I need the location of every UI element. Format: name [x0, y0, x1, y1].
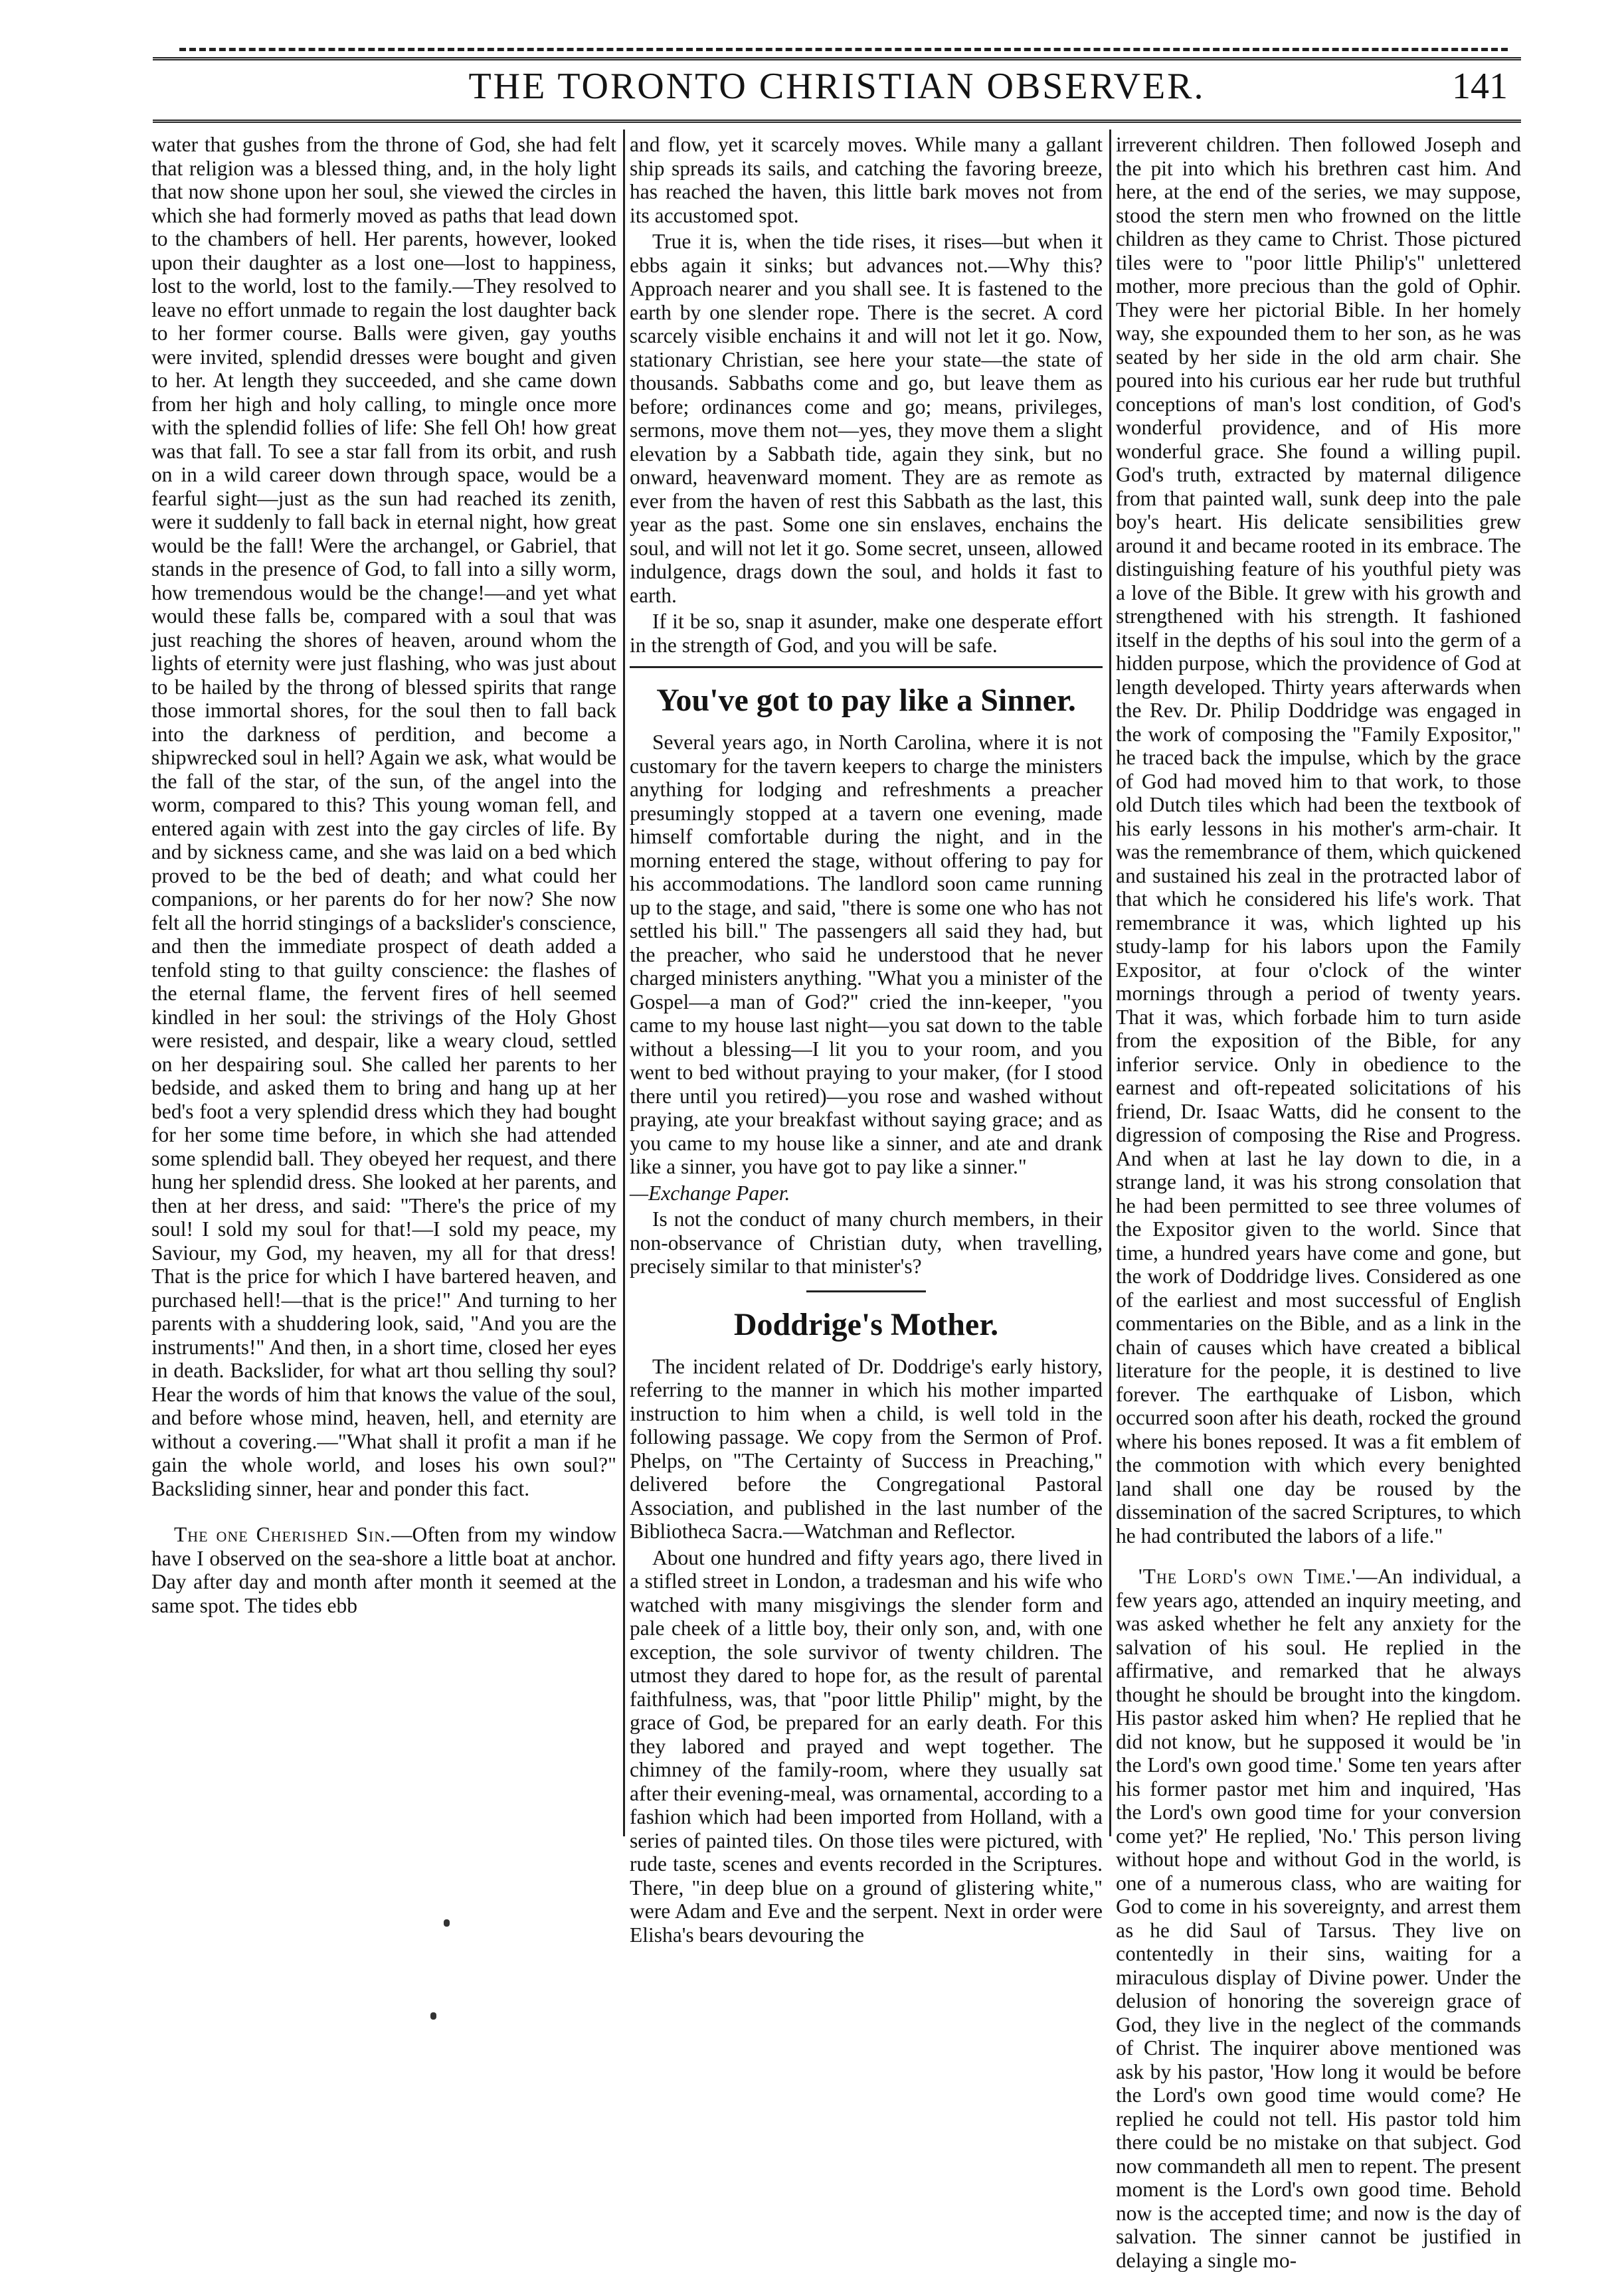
- section-rule: [630, 666, 1103, 668]
- lords-time-heading: 'The Lord's own Time.': [1138, 1565, 1356, 1588]
- sinner-article-heading: You've got to pay like a Sinner.: [656, 683, 1076, 718]
- cherished-sin-paragraph: [151, 1523, 616, 1617]
- sinner-article-source: —Exchange Paper.: [630, 1181, 790, 1205]
- column-2: [630, 133, 1103, 1947]
- anchor-continued-p1: and flow, yet it scarcely moves. While many a gallant ship spreads its sails, and catching the favoring breeze, has reached the haven, this little bark moves not from its accustomed spot.: [630, 133, 1103, 227]
- masthead: [153, 65, 1521, 118]
- doddridge-article-heading: Doddrige's Mother.: [733, 1306, 999, 1342]
- column-divider-left: [623, 130, 625, 1836]
- page-number: 141: [1452, 66, 1508, 107]
- anchor-continued-p2: True it is, when the tide rises, it rises—but when it ebbs again it sinks; but advances not.—Why this? Approach nearer and you shall see. It is fastened to the earth by one slender rope. There is the secret. A cord scarcely visible enchains it and will not let it go. Now, stationary Christian, see here your state—the state of thousands. Sabbaths come and go, but leave them as before; ordinances come and go; means, privileges, sermons, move them not—yes, they move them a slight elevation by a Sabbath tide, again they sink, but no onward, heavenward moment. They are as remote as ever from the haven of rest this Sabbath as the last, this year as the past. Some one sin enslaves, enchains the soul, and will not let it go. Some secret, unseen, allowed indulgence, drags down the soul, and holds it fast to earth.: [630, 230, 1103, 607]
- doddridge-story-start: About one hundred and fifty years ago, there lived in a stifled street in London, a tradesman and his wife who watched with many misgivings the slender form and pale cheek of a little boy, their only son, and, with one exception, the sole survivor of twenty children. The utmost they dared to hope for, as the result of parental faithfulness, was, that "poor little Philip" might, by the grace of God, be prepared for an early death. For this they labored and prayed and wept together. The chimney of the family-room, where they usually sat after their evening-meal, was ornamental, according to a fashion which had been imported from Holland, with a series of painted tiles. On those tiles were pictured, with rude taste, scenes and events recorded in the Scriptures. There, "in deep blue on a ground of glistering white," were Adam and Eve and the serpent. Next in order were Elisha's bears devouring the: [630, 1545, 1103, 1947]
- sinner-article-p2: Is not the conduct of many church members, in their non-observance of Christian duty, when travelling, precisely similar to that minister's?: [630, 1207, 1103, 1278]
- cherished-sin-text: —Often from my window have I observed on the sea-shore a little boat at anchor. Day after day and month after month it seemed at the same spot. The tides ebb: [151, 1523, 616, 1617]
- doddridge-story-continued: irreverent children. Then followed Joseph and the pit into which his brethren cast him. And here, at the end of the series, we may suppose, stood the stern men who frowned on the little children as they came to Christ. Those pictured tiles were to "poor little Philip's" unlettered mother, more precious than the gold of Ophir. They were her pictorial Bible. In her homely way, she expounded them to her son, as he was seated by her side in the old arm chair. She poured into his curious ear her rude but truthful conceptions of man's lost condition, of God's wonderful providence, and of His more wonderful grace. She found a willing pupil. God's truth, extracted by maternal diligence from that painted wall, sunk deep into the pale boy's heart. His delicate sensibilities grew around it and became rooted in its embrace. The distinguishing feature of his youthful piety was a love of the Bible. It grew with his growth and strengthened with his strength. It fashioned itself in the depths of his soul into the germ of a hidden purpose, which the providence of God at length developed. Thirty years afterwards when the Rev. Dr. Philip Doddridge was engaged in the work of composing the "Family Expositor," he traced back the impulse, which by the grace of God had moved him to that work, to those old Dutch tiles which had been the textbook of his early lessons in his mother's arm-chair. It was the remembrance of them, which quickened and sustained his zeal in the protracted labor of that which he considered his life's work. That remembrance it was, which lighted up his study-lamp for his labors upon the Family Expositor, at four o'clock of the winter mornings through a period of twenty years. That it was, which forbade him to turn aside from the exposition of the Bible, for any inferior service. Only in obedience to the earnest and oft-repeated solicitations of his friend, Dr. Isaac Watts, did he consent to the digression of composing the Rise and Progress. And when at last he lay down to die, in a strange land, it was his strong consolation that he had been permitted to see three volumes of the Expositor given to the world. Since that time, a hundred years have come and gone, but the work of Doddridge lives. Considered as one of the earliest and most successful of English commentaries on the Bible, and as a link in the chain of causes which have created a biblical literature for the people, it is destined to live forever. The earthquake of Lisbon, which occurred soon after his death, rocked the ground where his bones reposed. It was a fit emblem of the commotion with which every benighted land shall one day be roused by the dissemination of the sacred Scriptures, to which he had contributed the labors of a life.": [1116, 133, 1521, 1547]
- top-rule: [153, 57, 1521, 60]
- column-divider-right: [1109, 130, 1111, 1836]
- doddridge-intro: The incident related of Dr. Doddrige's early history, referring to the manner in which his mother imparted instruction to him when a child, is well told in the following passage. We copy from the Sermon of Prof. Phelps, on "The Certainty of Success in Preaching," delivered before the Congregational Pastoral Association, and published in the last number of the Bibliotheca Sacra.—Watchman and Reflector.: [630, 1354, 1103, 1543]
- anchor-continued-p3: If it be so, snap it asunder, make one desperate effort in the strength of God, and you will be safe.: [630, 610, 1103, 657]
- sinner-article-p1: Several years ago, in North Carolina, where it is not customary for the tavern keepers to charge the ministers anything for lodging and refreshments a preacher presumingly stopped at a tavern one evening, made himself comfortable during the night, and in the morning entered the stage, without offering to pay for his accommodations. The landlord soon came running up to the stage, and said, "there is some one who has not settled his bill." The passengers all said they had, but the preacher, who said he understood that he never charged ministers anything. "What you a minister of the Gospel—a man of God?" cried the inn-keeper, "you came to my house last night—you sat down to the table without a blessing—I lit you to your room, and you went to bed without praying to your maker, (for I stood there until you retired)—you rose and washed without praying, ate your breakfast without saying grace; and as you came to my house like a sinner, and ate and drank like a sinner, you have got to pay like a sinner.": [630, 731, 1103, 1178]
- lords-time-paragraph: [1116, 1565, 1521, 2272]
- top-ornament-rule: [179, 48, 1508, 51]
- newspaper-title: THE TORONTO CHRISTIAN OBSERVER.: [468, 66, 1206, 107]
- ink-speck: [430, 2012, 436, 2020]
- masthead-bottom-rule: [153, 120, 1521, 123]
- lords-time-text: —An individual, a few years ago, attended an inquiry meeting, and was asked whether he felt any anxiety for the salvation of his soul. He replied in the affirmative, and remarked that he always thought he should be brought into the kingdom. His pastor asked him when? He replied that he did not know, but he supposed it would be 'in the Lord's own good time.' Some ten years after his former pastor met him and inquired, 'Has the Lord's own good time for your conversion come yet?' He replied, 'No.' This person living without hope and without God in the world, is one of a numerous class, who are waiting for God to come in his sovereignty, and arrest them as he did Saul of Tarsus. They live on contentedly in their sins, waiting for a miraculous display of Divine power. Under the delusion of honoring the sovereign grace of God, they live in the neglect of the commands of Christ. The inquirer above mentioned was ask by his pastor, 'How long it would be before the Lord's own good time would come? He replied he could not tell. His pastor told him there could be no mistake on that subject. God now commandeth all men to repent. The present moment is the Lord's own good time. Behold now is the accepted time; and now is the day of salvation. The sinner cannot be justified in delaying a single mo-: [1116, 1565, 1522, 2272]
- column-3: [1116, 133, 1522, 2272]
- ink-speck: [444, 1919, 450, 1927]
- cherished-sin-heading: The one Cherished Sin.: [174, 1523, 391, 1546]
- short-section-rule: [806, 1290, 926, 1292]
- column-1: [151, 133, 616, 1833]
- backslider-article-text: water that gushes from the throne of God, she had felt that religion was a blessed thing, and, in the holy light that now shone upon her soul, she viewed the circles in which she had formerly moved as paths that lead down to the chambers of hell. Her parents, however, looked upon their daughter as a lost one—lost to happiness, lost to the world, lost to the family.—They resolved to leave no effort unmade to regain the lost daughter back to her former course. Balls were given, gay youths were invited, splendid dresses were bought and given to her. At length they succeeded, and she came down from her high and holy calling, to mingle once more with the splendid follies of life: She fell Oh! how great was that fall. To see a star fall from its orbit, and rush on in a wild career down through space, would be a fearful sight—just as the sun had reached its zenith, were it suddenly to fall back in eternal night, how great would be the fall! Were the archangel, or Gabriel, that stands in the presence of God, to fall into a silly worm, how tremendous would be the change!—and yet what would these falls be, compared with a soul that was just reaching the shores of heaven, around whom the lights of eternity were just flashing, who was just about to be hailed by the throng of blessed spirits that range those immortal shores, for the soul then to fall back into the darkness of perdition, and become a shipwrecked soul in hell? Again we ask, what would be the fall of the star, of the sun, of the angel into the worm, compared to this? This young woman fell, and entered again with zest into the gay circles of life. By and by sickness came, and she was laid on a bed which proved to be the bed of death; and what could her companions, or her parents do for her now? She now felt all the horrid stingings of a backslider's conscience, and then the immediate prospect of death added a tenfold sting to that guilty conscience: the flashes of the eternal flame, the fervent fires of hell seemed kindled in her soul: the strivings of the Holy Ghost were resisted, and despair, like a weary cloud, settled on her despairing soul. She called her parents to her bedside, and asked them to bring and hang up at her bed's foot a very splendid dress which they had bought for her some time before, in which she had attended some splendid ball. They obeyed her request, and there hung her splendid dress. She looked at her parents, and then at her dress, and said: "There's the price of my soul! I sold my soul for that!—I sold my peace, my Saviour, my God, my heaven, my all for that dress! That is the price for which I have bartered heaven, and purchased hell!—that is the price!" And turning to her parents with a shuddering look, said, "And you are the instruments!" And then, in a short time, closed her eyes in death. Backslider, for what art thou selling thy soul? Hear the words of him that knows the value of the soul, and before whose mind, heaven, hell, and eternity are without a covering.—"What shall it profit a man if he gain the whole world, and loses his own soul?" Backsliding sinner, hear and ponder this fact.: [151, 133, 616, 1500]
